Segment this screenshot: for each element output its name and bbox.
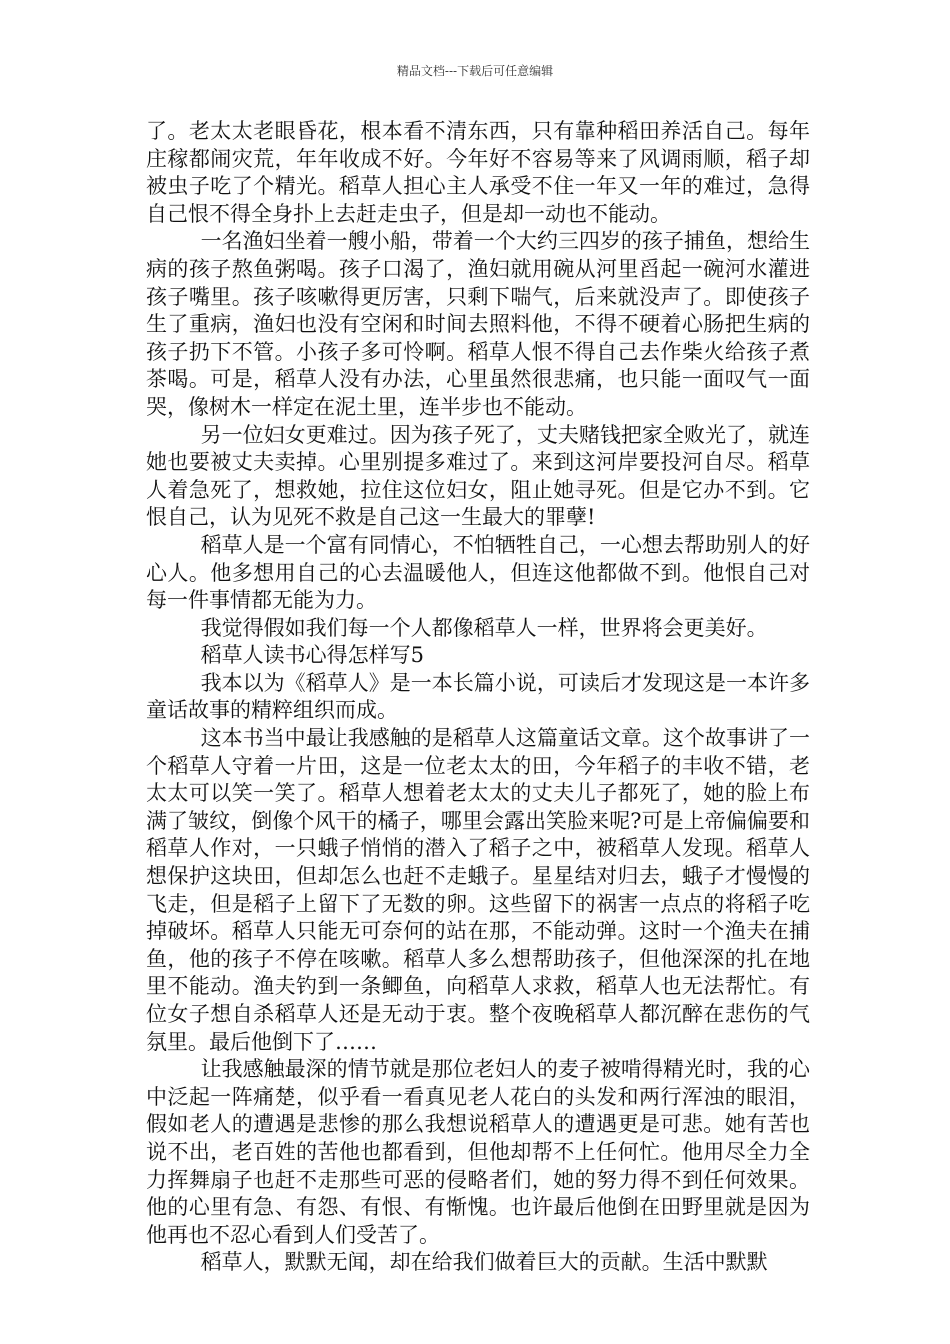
section-heading: 稻草人读书心得怎样写5 [200, 643, 424, 668]
paragraph-7: 这本书当中最让我感触的是稻草人这篇童话文章。这个故事讲了一个稻草人守着一片田，这是一位老太太的田，今年稻子的丰收不错，老太太可以笑一笑了。稻草人想着老太太的丈夫儿子都死了，她的脸上布满了皱纹，倒像个风干的橘子，哪里会露出笑脸来呢?可是上帝偏偏要和稻草人作对，一只蛾子悄悄的潜入了稻子之中，被稻草人发现。稻草人想保护这块田，但却怎么也赶不走蛾子。星星结对归去，蛾子才慢慢的飞走，但是稻子上留下了无数的卵。这些留下的祸害一点点的将稻子吃掉破坏。稻草人只能无可奈何的站在那，不能动弹。这时一个渔夫在捕鱼，他的孩子不停在咳嗽。稻草人多么想帮助孩子，但他深深的扎在地里不能动。渔夫钓到一条鲫鱼，向稻草人求救，稻草人也无法帮忙。有位女子想自杀稻草人还是无动于衷。整个夜晚稻草人都沉醉在悲伤的气氛里。最后他倒下了…… [146, 726, 810, 1054]
paragraph-1: 了。老太太老眼昏花，根本看不清东西，只有靠种稻田养活自己。每年庄稼都闹灾荒，年年收成不好。今年好不容易等来了风调雨顺，稻子却被虫子吃了个精光。稻草人担心主人承受不住一年又一年的难过，急得自己恨不得全身扑上去赶走虫子，但是却一动也不能动。 [146, 119, 810, 226]
paragraph-3: 另一位妇女更难过。因为孩子死了，丈夫赌钱把家全败光了，就连她也要被丈夫卖掉。心里别提多难过了。来到这河岸要投河自尽。稻草人着急死了，想救她，拉住这位妇女，阻止她寻死。但是它办不到。它恨自己，认为见死不救是自己这一生最大的罪孽! [146, 422, 810, 530]
paragraph-6: 我本以为《稻草人》是一本长篇小说，可读后才发现这是一本许多童话故事的精粹组织而成。 [146, 670, 810, 723]
document-body [146, 118, 810, 1277]
paragraph-8: 让我感触最深的情节就是那位老妇人的麦子被啃得精光时，我的心中泛起一阵痛楚，似乎看一看真见老人花白的头发和两行浑浊的眼泪，假如老人的遭遇是悲惨的那么我想说稻草人的遭遇更是可悲。她有苦也说不出，老百姓的苦他也都看到，但他却帮不上任何忙。他用尽全力全力挥舞扇子也赶不走那些可恶的侵略者们，她的努力得不到任何效果。他的心里有急、有怨、有恨、有惭愧。也许最后他倒在田野里就是因为他再也不忍心看到人们受苦了。 [146, 1057, 810, 1247]
paragraph-2: 一名渔妇坐着一艘小船，带着一个大约三四岁的孩子捕鱼，想给生病的孩子熬鱼粥喝。孩子口渴了，渔妇就用碗从河里舀起一碗河水灌进孩子嘴里。孩子咳嗽得更厉害，只剩下喘气，后来就没声了。即使孩子生了重病，渔妇也没有空闲和时间去照料他，不得不硬着心肠把生病的孩子扔下不管。小孩子多可怜啊。稻草人恨不得自己去作柴火给孩子煮茶喝。可是，稻草人没有办法，心里虽然很悲痛，也只能一面叹气一面哭，像树木一样定在泥土里，连半步也不能动。 [146, 229, 810, 419]
paragraph-5: 我觉得假如我们每一个人都像稻草人一样，世界将会更美好。 [200, 615, 768, 640]
paragraph-9: 稻草人，默默无闻，却在给我们做着巨大的贡献。生活中默默 [200, 1250, 768, 1275]
paragraph-4: 稻草人是一个富有同情心，不怕牺牲自己，一心想去帮助别人的好心人。他多想用自己的心去温暖他人，但连这他都做不到。他恨自己对每一件事情都无能为力。 [146, 532, 810, 613]
page-header: 精品文档---下载后可任意编辑 [396, 64, 554, 78]
